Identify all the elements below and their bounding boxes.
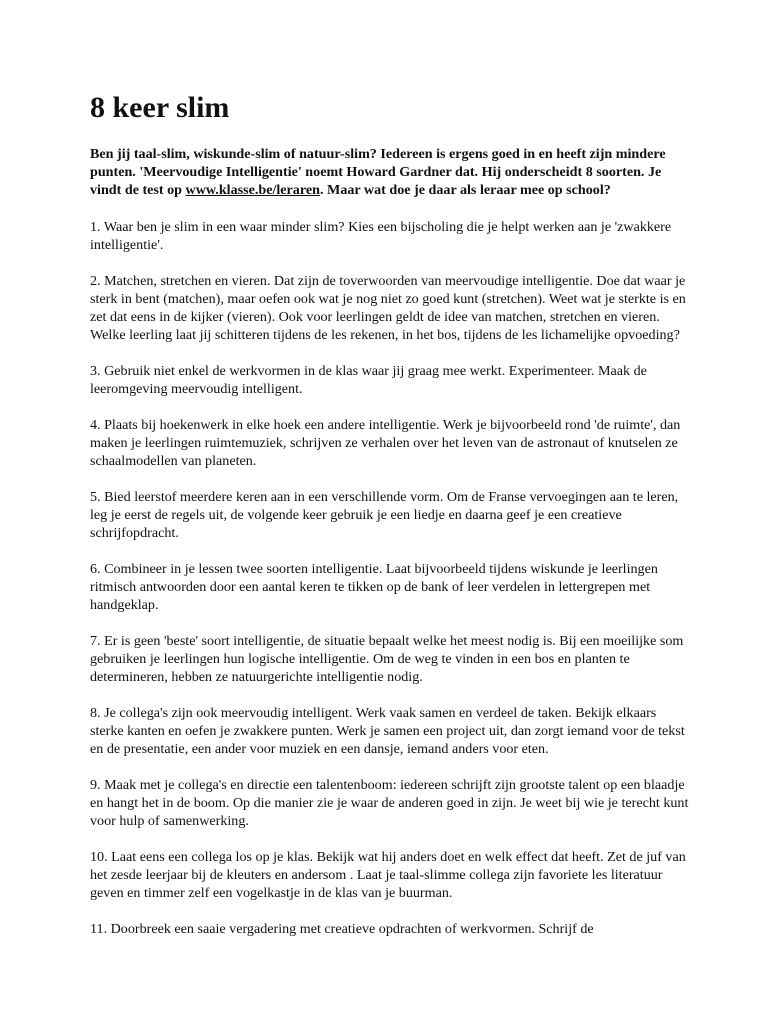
tip-item-8: 8. Je collega's zijn ook meervoudig intelligent. Werk vaak samen en verdeel de taken. Bekijk elkaars sterke kanten en oefen je zwakkere punten. Werk je samen een project uit, dan zorgt iemand voor de tekst en de presentatie, een ander voor muziek en een dansje, iemand anders voor eten. <box>90 705 685 757</box>
tip-item-11: 11. Doorbreek een saaie vergadering met creatieve opdrachten of werkvormen. Schrijf de <box>90 921 594 937</box>
document-title: 8 keer slim <box>90 91 230 124</box>
klasse-link[interactable]: www.klasse.be/leraren <box>185 182 320 198</box>
tip-item-2: 2. Matchen, stretchen en vieren. Dat zijn de toverwoorden van meervoudige intelligentie. Doe dat waar je sterk in bent (matchen), maar oefen ook wat je nog niet zo goed kunt (stretchen). Weet wat je sterkte is en zet dat eens in de kijker (vieren). Ook voor leerlingen geldt de idee van matchen, stretchen en vieren. Welke leerling laat jij schitteren tijdens de les rekenen, in het bos, tijdens de les lichamelijke opvoeding? <box>90 273 686 343</box>
tip-item-9: 9. Maak met je collega's en directie een talentenboom: iedereen schrijft zijn grootste talent op een blaadje en hangt het in de boom. Op die manier zie je waar de anderen goed in zijn. Je weet bij wie je terecht kunt voor hulp of samenwerking. <box>90 777 689 829</box>
tip-item-4: 4. Plaats bij hoekenwerk in elke hoek een andere intelligentie. Werk je bijvoorbeeld rond 'de ruimte', dan maken je leerlingen ruimtemuziek, schrijven ze verhalen over het leven van de astronaut of knutselen ze schaalmodellen van planeten. <box>90 417 681 469</box>
intro-text-after: . Maar wat doe je daar als leraar mee op school? <box>319 182 611 198</box>
tip-item-6: 6. Combineer in je lessen twee soorten intelligentie. Laat bijvoorbeeld tijdens wiskunde je leerlingen ritmisch antwoorden door een aantal keren te tikken op de bank of leer verdelen in lettergrepen met handgeklap. <box>90 561 658 613</box>
tip-item-5: 5. Bied leerstof meerdere keren aan in een verschillende vorm. Om de Franse vervoegingen aan te leren, leg je eerst de regels uit, de volgende keer gebruik je een liedje en daarna geef je een creatieve schrijfopdracht. <box>90 489 679 541</box>
tip-item-1: 1. Waar ben je slim in een waar minder slim? Kies een bijscholing die je helpt werken aan je 'zwakkere intelligentie'. <box>90 219 672 253</box>
document-page <box>90 88 690 956</box>
intro-text-before: Ben jij taal-slim, wiskunde-slim of natuur-slim? Iedereen is ergens goed in en heeft zijn mindere punten. 'Meervoudige Intelligentie' noemt Howard Gardner dat. Hij onderscheidt 8 soorten. Je vindt de test op <box>90 146 666 198</box>
intro-paragraph <box>90 145 690 199</box>
tip-item-7: 7. Er is geen 'beste' soort intelligentie, de situatie bepaalt welke het meest nodig is. Bij een moeilijke som gebruiken je leerlingen hun logische intelligentie. Om de weg te vinden in een bos en planten te determineren, hebben ze natuurgerichte intelligentie nodig. <box>90 633 684 685</box>
tip-item-10: 10. Laat eens een collega los op je klas. Bekijk wat hij anders doet en welk effect dat heeft. Zet de juf van het zesde leerjaar bij de kleuters en andersom . Laat je taal-slimme collega zijn favoriete les literatuur geven en timmer zelf een vogelkastje in de klas van je buurman. <box>90 849 686 901</box>
tip-item-3: 3. Gebruik niet enkel de werkvormen in de klas waar jij graag mee werkt. Experimenteer. Maak de leeromgeving meervoudig intelligent. <box>90 363 647 397</box>
